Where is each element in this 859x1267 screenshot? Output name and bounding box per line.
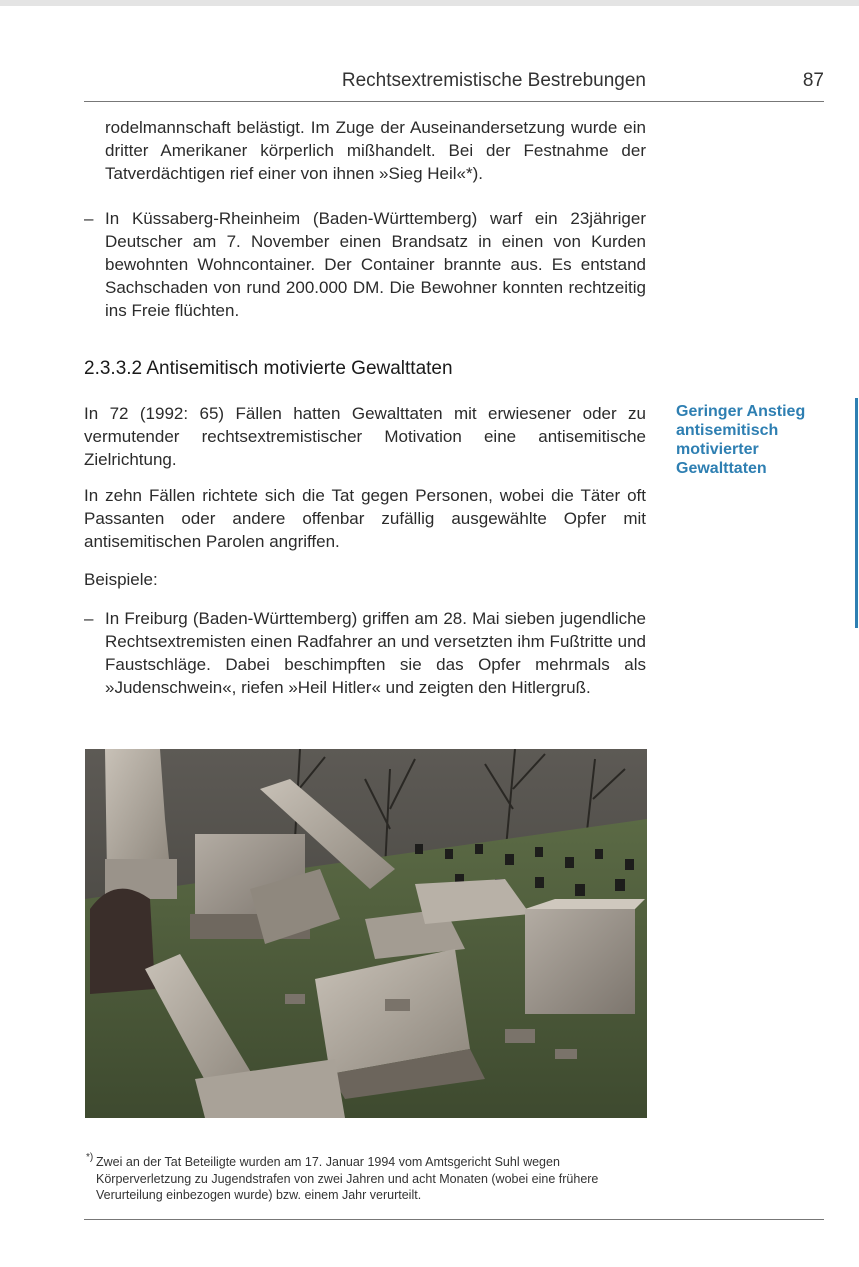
footnote-marker: *) bbox=[86, 1152, 94, 1163]
bullet-paragraph-kuessaberg: In Küssaberg-Rheinheim (Baden-Württemberg) warf ein 23jähriger Deutscher am 7. November einen Brandsatz in einen von Kurden bewohnten Wohncontainer. Der Container brannte aus. Es entstand Sachschaden von rund 200.000 DM. Die Bewohner konnten rechtzeitig ins Freie flüchten. bbox=[105, 209, 646, 320]
bullet-dash: – bbox=[84, 209, 94, 228]
paragraph-antisemitic-cases: In 72 (1992: 65) Fällen hatten Gewalttaten mit erwiesener oder zu vermutender rechtsextremistischer Motivation eine antisemitische Zielrichtung. bbox=[84, 404, 646, 469]
top-scan-edge bbox=[0, 0, 859, 6]
footnote-text: Zwei an der Tat Beteiligte wurden am 17. Januar 1994 vom Amtsgericht Suhl wegen Körperverletzung zu Jugendstrafen von zwei Jahren und acht Monaten (wobei eine frühere Verurteilung einbezogen wurde) bzw. einem Jahr verurteilt. bbox=[96, 1155, 599, 1202]
paragraph-attacks-on-persons: In zehn Fällen richtete sich die Tat gegen Personen, wobei die Täter oft Passanten oder andere offenbar zufällig ausgewählte Opfer mit antisemitischen Parolen angriffen. bbox=[84, 486, 646, 551]
header-rule bbox=[84, 101, 824, 102]
cemetery-photo bbox=[85, 749, 647, 1118]
page-number: 87 bbox=[802, 70, 824, 91]
examples-label: Beispiele: bbox=[84, 570, 158, 589]
section-heading: 2.3.3.2 Antisemitisch motivierte Gewalttaten bbox=[84, 358, 453, 379]
running-header: Rechtsextremistische Bestrebungen bbox=[341, 70, 646, 91]
margin-marker-bar bbox=[855, 398, 858, 628]
margin-note: Geringer Anstieg antisemitisch motivierter Gewalttaten bbox=[676, 403, 806, 477]
bullet-dash: – bbox=[84, 609, 94, 628]
footer-rule bbox=[84, 1219, 824, 1220]
bullet-paragraph-freiburg: In Freiburg (Baden-Württemberg) griffen am 28. Mai sieben jugendliche Rechtsextremisten einen Radfahrer an und versetzten ihm Fußtritte und Faustschläge. Dabei beschimpften sie das Opfer mehrmals als »Judenschwein«, riefen »Heil Hitler« und zeigten den Hitlergruß. bbox=[105, 609, 646, 697]
continuation-paragraph: rodelmannschaft belästigt. Im Zuge der Auseinandersetzung wurde ein dritter Amerikaner körperlich mißhandelt. Bei der Festnahme der Tatverdächtigen rief einer von ihnen »Sieg Heil«*). bbox=[105, 118, 646, 183]
